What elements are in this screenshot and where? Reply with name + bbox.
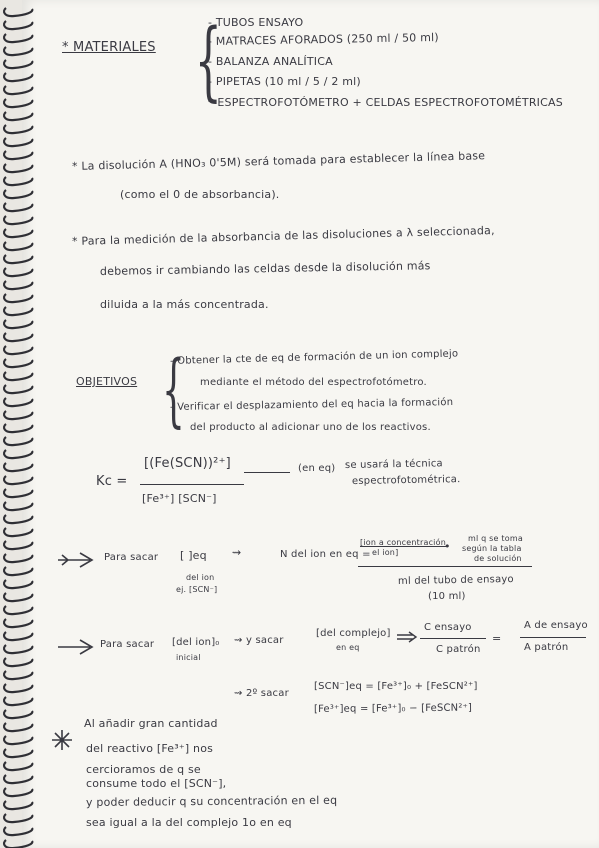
spiral-coil bbox=[4, 138, 32, 146]
spiral-coil bbox=[4, 801, 32, 809]
spiral-coil bbox=[4, 424, 32, 432]
spiral-coil bbox=[4, 736, 32, 744]
objetivo-line: - Verificar el desplazamiento del eq hacia la formación bbox=[169, 397, 454, 413]
equation-line: [SCN⁻]eq = [Fe³⁺]₀ + [FeSCN²⁺] bbox=[314, 681, 478, 692]
spiral-coil bbox=[4, 229, 32, 237]
spiral-coil bbox=[4, 216, 32, 224]
equation-line: [Fe³⁺]eq = [Fe³⁺]₀ − [FeSCN²⁺] bbox=[313, 702, 473, 715]
arrow-icon bbox=[56, 637, 96, 657]
materiales-item: - TUBOS ENSAYO bbox=[208, 16, 304, 29]
spiral-coil bbox=[4, 320, 32, 328]
spiral-coil bbox=[4, 346, 32, 354]
note-line: * La disolución A (HNO₃ 0'5M) será tomada para establecer la línea base bbox=[71, 149, 486, 173]
spiral-coil bbox=[4, 411, 32, 419]
spiral-coil bbox=[4, 164, 32, 172]
spiral-coil bbox=[4, 177, 32, 185]
calc2-complex: [del complejo] bbox=[316, 628, 391, 639]
spiral-coil bbox=[4, 21, 32, 29]
materiales-heading: * MATERIALES bbox=[62, 40, 156, 55]
spiral-coil bbox=[4, 8, 32, 16]
spiral-coil bbox=[4, 697, 32, 705]
spiral-coil bbox=[4, 60, 32, 68]
spiral-coil bbox=[4, 814, 32, 822]
spiral-coil bbox=[4, 632, 32, 640]
calc2-fraction-bar bbox=[520, 637, 586, 638]
spiral-coil bbox=[4, 47, 32, 55]
spiral-coil bbox=[4, 437, 32, 445]
arrow-icon bbox=[56, 550, 96, 570]
spiral-coil bbox=[4, 775, 32, 783]
spiral-coil bbox=[4, 34, 32, 42]
spiral-coil bbox=[4, 307, 32, 315]
spiral-coil bbox=[4, 827, 32, 835]
spiral-coil bbox=[4, 385, 32, 393]
calc2-under: inicial bbox=[176, 653, 201, 662]
spiral-coil bbox=[4, 99, 32, 107]
calc1-num: [ion a concentración bbox=[360, 538, 446, 547]
calc1-under: del ion bbox=[186, 573, 215, 582]
kc-side-note: espectrofotométrica. bbox=[351, 474, 461, 487]
calc1-den: ml del tubo de ensayo bbox=[397, 573, 514, 587]
asterisk-icon bbox=[50, 728, 74, 752]
spiral-coil bbox=[4, 658, 32, 666]
materiales-item: - BALANZA ANALÍTICA bbox=[208, 55, 333, 68]
calc1-under: ej. [SCN⁻] bbox=[176, 585, 218, 594]
spiral-binding bbox=[0, 0, 42, 848]
spiral-coil bbox=[4, 398, 32, 406]
note-line: * Para la medición de la absorbancia de las disoluciones a λ seleccionada, bbox=[71, 223, 495, 248]
spiral-coil bbox=[4, 710, 32, 718]
calc2-a-ensayo: A de ensayo bbox=[524, 620, 588, 631]
kc-side-note: se usará la técnica bbox=[344, 458, 443, 471]
equations-prefix: ⇝ 2º sacar bbox=[234, 688, 289, 699]
spiral-coil bbox=[4, 476, 32, 484]
objetivo-line: mediante el método del espectrofotómetro. bbox=[200, 377, 427, 388]
spiral-coil bbox=[4, 788, 32, 796]
spiral-coil bbox=[4, 372, 32, 380]
kc-fraction-bar bbox=[140, 484, 244, 485]
materiales-item: - PIPETAS (10 ml / 5 / 2 ml) bbox=[208, 75, 361, 88]
calc1-den: (10 ml) bbox=[428, 591, 466, 602]
spiral-coil bbox=[4, 268, 32, 276]
calc1-dot: • bbox=[444, 540, 451, 553]
calc1-n-label: N del ion en eq = bbox=[280, 549, 371, 560]
calc1-num-extra: ml q se toma bbox=[468, 534, 523, 543]
spiral-coil bbox=[4, 333, 32, 341]
spiral-coil bbox=[4, 684, 32, 692]
calc2-then: ⇝ y sacar bbox=[234, 635, 284, 646]
spiral-coil bbox=[4, 203, 32, 211]
kc-dash bbox=[244, 472, 290, 473]
spiral-coil bbox=[4, 619, 32, 627]
calc2-c-patron: C patrón bbox=[436, 644, 481, 655]
final-note-line: y poder deducir q su concentración en el eq bbox=[85, 793, 338, 809]
materiales-brace: { bbox=[194, 11, 223, 111]
spiral-coil bbox=[4, 489, 32, 497]
spiral-coil bbox=[4, 112, 32, 120]
spiral-coil bbox=[4, 671, 32, 679]
spiral-coil bbox=[4, 541, 32, 549]
kc-lhs: Kc = bbox=[96, 474, 128, 489]
kc-side-label: (en eq) bbox=[298, 463, 336, 474]
final-note-line: del reactivo [Fe³⁺] nos bbox=[86, 742, 214, 755]
spiral-coil bbox=[4, 463, 32, 471]
calc2-c-ensayo: C ensayo bbox=[424, 622, 472, 633]
spiral-coil bbox=[4, 749, 32, 757]
note-line: debemos ir cambiando las celdas desde la disolución más bbox=[99, 259, 431, 278]
calc2-equals: = bbox=[492, 632, 502, 645]
double-arrow-icon bbox=[396, 630, 420, 644]
note-line: diluida a la más concentrada. bbox=[100, 298, 269, 311]
calc2-a-patron: A patrón bbox=[524, 642, 569, 653]
materiales-item: - MATRACES AFORADOS (250 ml / 50 ml) bbox=[207, 30, 439, 48]
spiral-coil bbox=[4, 515, 32, 523]
final-note-line: consume todo el [SCN⁻], bbox=[86, 777, 227, 790]
spiral-coil bbox=[4, 593, 32, 601]
calc2-conc: [del ion]₀ bbox=[172, 637, 220, 648]
spiral-coil bbox=[4, 255, 32, 263]
spiral-coil bbox=[4, 190, 32, 198]
objetivo-line: - Obtener la cte de eq de formación de un ion complejo bbox=[169, 348, 459, 367]
spiral-coil bbox=[4, 606, 32, 614]
objetivos-heading: OBJETIVOS bbox=[76, 375, 138, 388]
final-note-line: Al añadir gran cantidad bbox=[84, 717, 218, 730]
calc2-complex-sub: en eq bbox=[336, 643, 360, 652]
spiral-coil bbox=[4, 645, 32, 653]
kc-denominator: [Fe³⁺] [SCN⁻] bbox=[142, 492, 217, 505]
spiral-coil bbox=[4, 359, 32, 367]
spiral-coil bbox=[4, 242, 32, 250]
calc1-num-extra: según la tabla bbox=[462, 544, 522, 553]
spiral-coil bbox=[4, 294, 32, 302]
spiral-coil bbox=[4, 580, 32, 588]
spiral-coil bbox=[4, 125, 32, 133]
materiales-item: * ESPECTROFOTÓMETRO + CELDAS ESPECTROFOTOMÉTRICAS bbox=[208, 96, 563, 109]
calc1-num-extra: de solución bbox=[474, 554, 522, 563]
spiral-coil bbox=[4, 762, 32, 770]
spiral-coil bbox=[4, 73, 32, 81]
calc1-num: el ion] bbox=[372, 548, 399, 557]
final-note-line: sea igual a la del complejo 1o en eq bbox=[86, 816, 292, 829]
note-line: (como el 0 de absorbancia). bbox=[120, 188, 280, 201]
spiral-coil bbox=[4, 840, 32, 848]
spiral-coil bbox=[4, 554, 32, 562]
kc-numerator: [(Fe(SCN))²⁺] bbox=[144, 456, 231, 471]
spiral-coil bbox=[4, 450, 32, 458]
objetivos-brace: { bbox=[161, 343, 185, 436]
spiral-coil bbox=[4, 281, 32, 289]
calc1-conc: [ ]eq bbox=[180, 549, 207, 562]
spiral-coil bbox=[4, 151, 32, 159]
spiral-coil bbox=[4, 723, 32, 731]
objetivo-line: del producto al adicionar uno de los reactivos. bbox=[190, 422, 431, 433]
calc1-fraction-bar bbox=[358, 566, 532, 567]
spiral-coil bbox=[4, 86, 32, 94]
calc1-text: Para sacar bbox=[104, 552, 159, 563]
calc2-text: Para sacar bbox=[100, 639, 155, 650]
calc2-fraction-bar bbox=[420, 638, 486, 639]
spiral-coil bbox=[4, 567, 32, 575]
final-note-line: cercioramos de q se bbox=[86, 763, 201, 776]
squiggle-arrow-icon: ⇝ bbox=[232, 546, 242, 559]
spiral-coil bbox=[4, 502, 32, 510]
spiral-coil bbox=[4, 528, 32, 536]
